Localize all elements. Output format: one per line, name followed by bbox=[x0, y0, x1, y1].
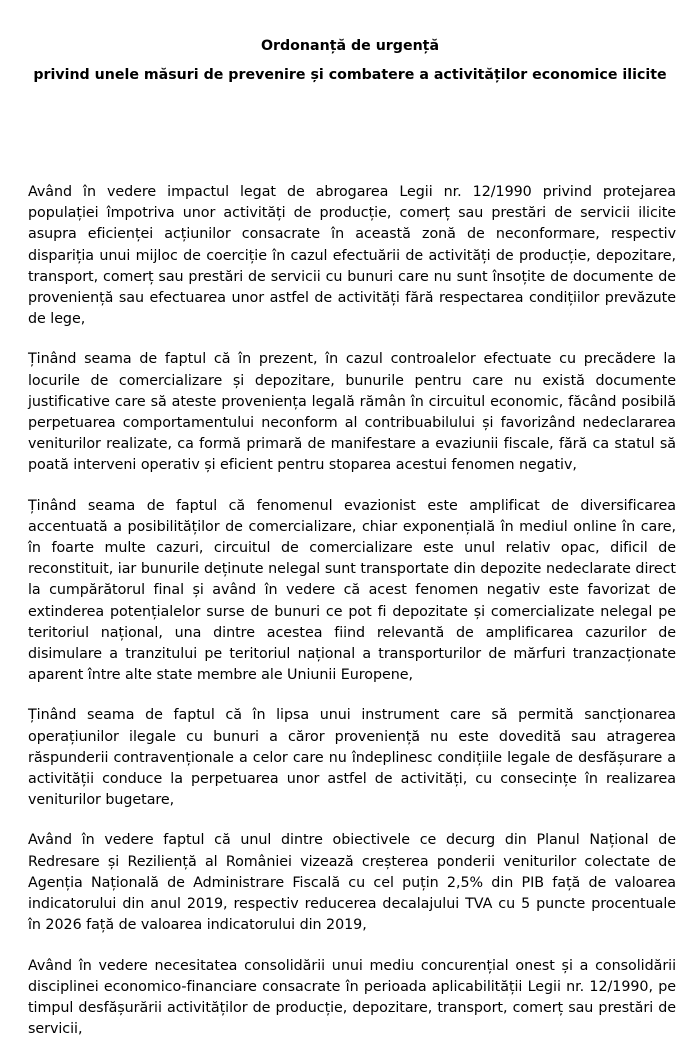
paragraph-6: Având în vedere necesitatea consolidării unui mediu concurențial onest și a consolidării disciplinei economico-financiare consacrate în perioada aplicabilității Legii nr. 12/1990, pe timpul desfășurării activităților de producție, depozitare, transport, comerț sau prestări de servicii, bbox=[28, 957, 676, 1038]
document-subtitle: privind unele măsuri de prevenire și combatere a activităților economice ilicite bbox=[33, 67, 667, 83]
document-title: Ordonanță de urgență bbox=[260, 38, 440, 54]
document-body bbox=[28, 182, 676, 1059]
paragraph-4: Ținând seama de faptul că în lipsa unui instrument care să permită sancționarea operațiunilor ilegale cu bunuri a căror proveniență nu este dovedită sau atragerea răspunderii contravenționale a celor care nu îndeplinesc condițiile legale de desfășurare a activității conduce la perpetuarea unor astfel de activități, cu consecințe în realizarea veniturilor bugetare, bbox=[28, 707, 676, 809]
paragraph-3: Ținând seama de faptul că fenomenul evazionist este amplificat de diversificarea accentuată a posibilităților de comercializare, chiar exponențială în mediul online în care, în foarte multe cazuri, circuitul de comercializare este unul relativ opac, dificil de reconstituit, iar bunurile deținute nelegal sunt transportate din depozite nedeclarate direct la cumpărătorul final și având în vedere că acest fenomen negativ este favorizat de extinderea potențialelor surse de bunuri ce pot fi depozitate și comercializate nelegal pe teritoriul național, una dintre acestea fiind relevantă de amplificarea cazurilor de disimulare a tranzitului pe teritoriul național a transporturilor de mărfuri tranzacționate aparent între alte state membre ale Uniunii Europene, bbox=[28, 497, 676, 684]
paragraph-1: Având în vedere impactul legat de abrogarea Legii nr. 12/1990 privind protejarea populației împotriva unor activități de producție, comerț sau prestări de servicii ilicite asupra eficienței acțiunilor consacrate în această zonă de neconformare, respectiv dispariția unui mijloc de coerciție în cazul efectuării de activități de producție, depozitare, transport, comerț sau prestări de servicii cu bunuri care nu sunt însoțite de documente de proveniență sau efectuarea unor astfel de activități fără respectarea condițiilor prevăzute de lege, bbox=[28, 184, 676, 328]
paragraph-2: Ținând seama de faptul că în prezent, în cazul controalelor efectuate cu precădere la locurile de comercializare și depozitare, bunurile pentru care nu există documente justificative care să ateste proveniența legală rămân în circuitul economic, făcând posibilă perpetuarea comportamentului neconform al contribuabilului și favorizând nedeclararea veniturilor realizate, ca formă primară de manifestare a evaziunii fiscale, fără ca statul să poată interveni operativ și eficient pentru stoparea acestui fenomen negativ, bbox=[28, 351, 676, 474]
paragraph-5: Având în vedere faptul că unul dintre obiectivele ce decurg din Planul Național de Redresare și Reziliență al României vizează creșterea ponderii veniturilor colectate de Agenția Națională de Administrare Fiscală cu cel puțin 2,5% din PIB față de valoarea indicatorului din anul 2019, respectiv reducerea decalajului TVA cu 5 puncte procentuale în 2026 față de valoarea indicatorului din 2019, bbox=[28, 832, 676, 934]
